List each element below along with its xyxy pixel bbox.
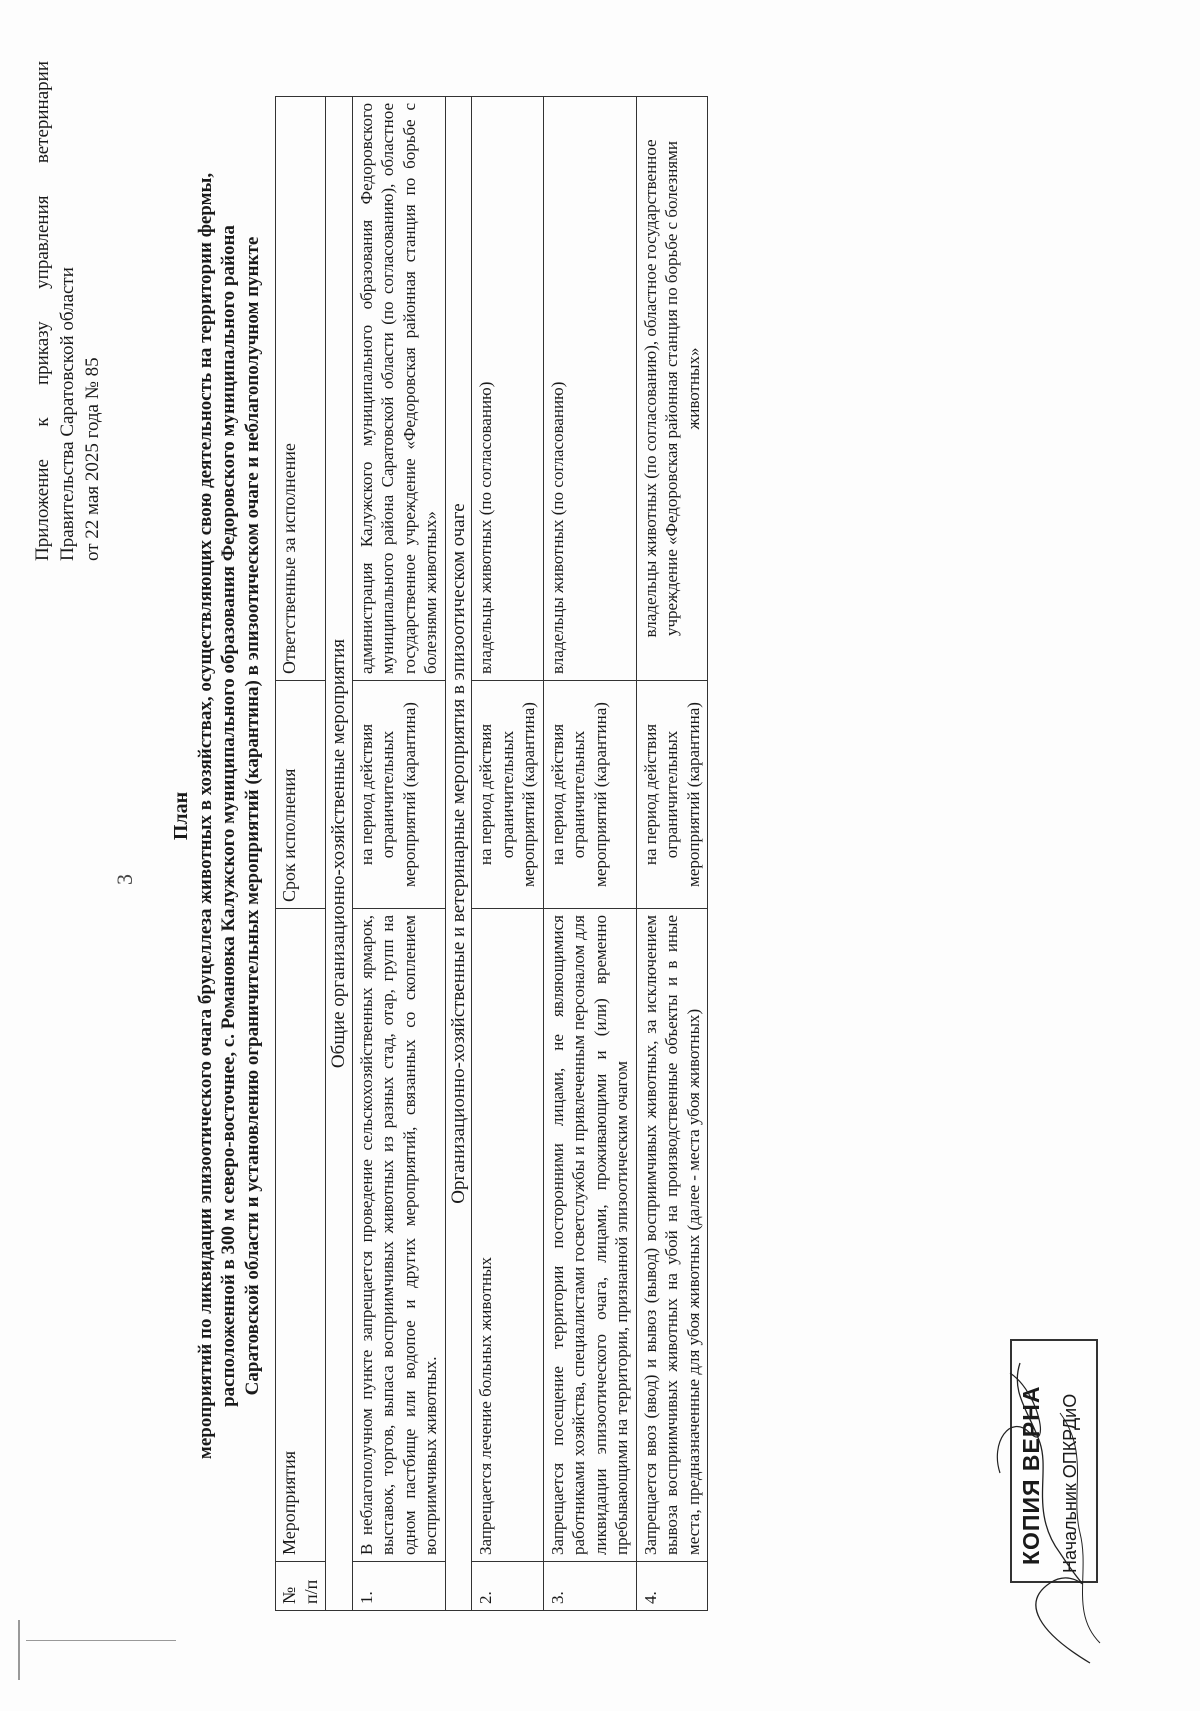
- row-responsible: владельцы животных (по согласованию): [543, 97, 636, 681]
- row-num: 3.: [543, 1562, 636, 1611]
- section-row: [445, 97, 472, 1611]
- row-term: на период действия ограничительных мероприятий (карантина): [472, 681, 544, 909]
- row-measure: Запрещается лечение больных животных: [472, 909, 544, 1562]
- section-title: Общие организационно-хозяйственные мероприятия: [326, 97, 353, 1611]
- plan-table-wrap: [275, 96, 708, 1611]
- row-term: на период действия ограничительных мероприятий (карантина): [543, 681, 636, 909]
- appendix-word: управления: [32, 195, 53, 289]
- plan-table: [275, 96, 708, 1611]
- page-number: 3: [112, 874, 137, 885]
- section-title: Организационно-хозяйственные и ветеринарные мероприятия в эпизоотическом очаге: [445, 97, 472, 1611]
- header-num: № п/п: [276, 1562, 326, 1611]
- appendix-word: Приложение: [32, 459, 53, 561]
- header-term: Срок исполнения: [276, 681, 326, 909]
- signature-icon: [980, 1333, 1110, 1673]
- plan-title: [170, 171, 264, 1461]
- appendix-line-2: Правительства Саратовской области: [57, 267, 78, 561]
- row-measure: В неблагополучном пункте запрещается проведение сельскохозяйственных ярмарок, выставок, торгов, выпаса восприимчивых животных из разных стад, отар, групп на одном пастбище или водопое и других мероприятий, связанных со скоплением восприимчивых животных.: [352, 909, 445, 1562]
- row-num: 2.: [472, 1562, 544, 1611]
- appendix-word: к: [32, 417, 53, 427]
- appendix-line-1: [30, 61, 55, 561]
- appendix-block: [30, 61, 105, 561]
- table-row: [352, 97, 445, 1611]
- stamp-line-2: Начальник ОПКРДиО: [1060, 1393, 1080, 1573]
- certification-stamp: [1010, 1333, 1110, 1673]
- table-row: [543, 97, 636, 1611]
- stamp-line-1: КОПИЯ ВЕРНА: [1018, 1385, 1044, 1565]
- row-measure: Запрещается посещение территории посторонними лицами, не являющимися работниками хозяйства, специалистами госветслужбы и привлеченным персоналом для ликвидации эпизоотического очага, лицами, проживающими и (или) временно пребывающими на территории, признанной эпизоотическим очагом: [543, 909, 636, 1562]
- header-measure: Мероприятия: [276, 909, 326, 1562]
- section-row: [326, 97, 353, 1611]
- row-num: 1.: [352, 1562, 445, 1611]
- table-row: [472, 97, 544, 1611]
- plan-heading: План: [170, 791, 192, 841]
- row-responsible: владельцы животных (по согласованию), областное государственное учреждение «Федоровская районная станция по борьбе с болезнями животных»: [636, 97, 708, 681]
- row-responsible: администрация Калужского муниципального образования Федоровского муниципального района Саратовской области (по согласованию), областное государственное учреждение «Федоровская районная станция по борьбе с болезнями животных»: [352, 97, 445, 681]
- table-row: [636, 97, 708, 1611]
- header-responsible: Ответственные за исполнение: [276, 97, 326, 681]
- row-term: на период действия ограничительных мероприятий (карантина): [352, 681, 445, 909]
- row-term: на период действия ограничительных мероприятий (карантина): [636, 681, 708, 909]
- appendix-word: приказу: [32, 321, 53, 386]
- row-num: 4.: [636, 1562, 708, 1611]
- plan-title-text: мероприятий по ликвидации эпизоотического очага бруцеллеза животных в хозяйствах, осуществляющих свою деятельность на территории фермы, расположенной в 300 м северо-восточнее, с. Романовка Калужского муниципального образования Федоровского муниципального района Саратовской области и установлению ограничительных мероприятий (карантина) в эпизоотическом очаге и неблагополучном пункте: [194, 172, 263, 1460]
- row-measure: Запрещается ввоз (ввод) и вывоз (вывод) восприимчивых животных, за исключением вывоза восприимчивых животных на убой на производственные объекты и в иные места, предназначенные для убоя животных (далее - места убоя животных): [636, 909, 708, 1562]
- appendix-line-3: от 22 мая 2025 года № 85: [82, 357, 103, 561]
- row-responsible: владельцы животных (по согласованию): [472, 97, 544, 681]
- appendix-word: ветеринарии: [32, 61, 53, 164]
- table-header-row: [276, 97, 326, 1611]
